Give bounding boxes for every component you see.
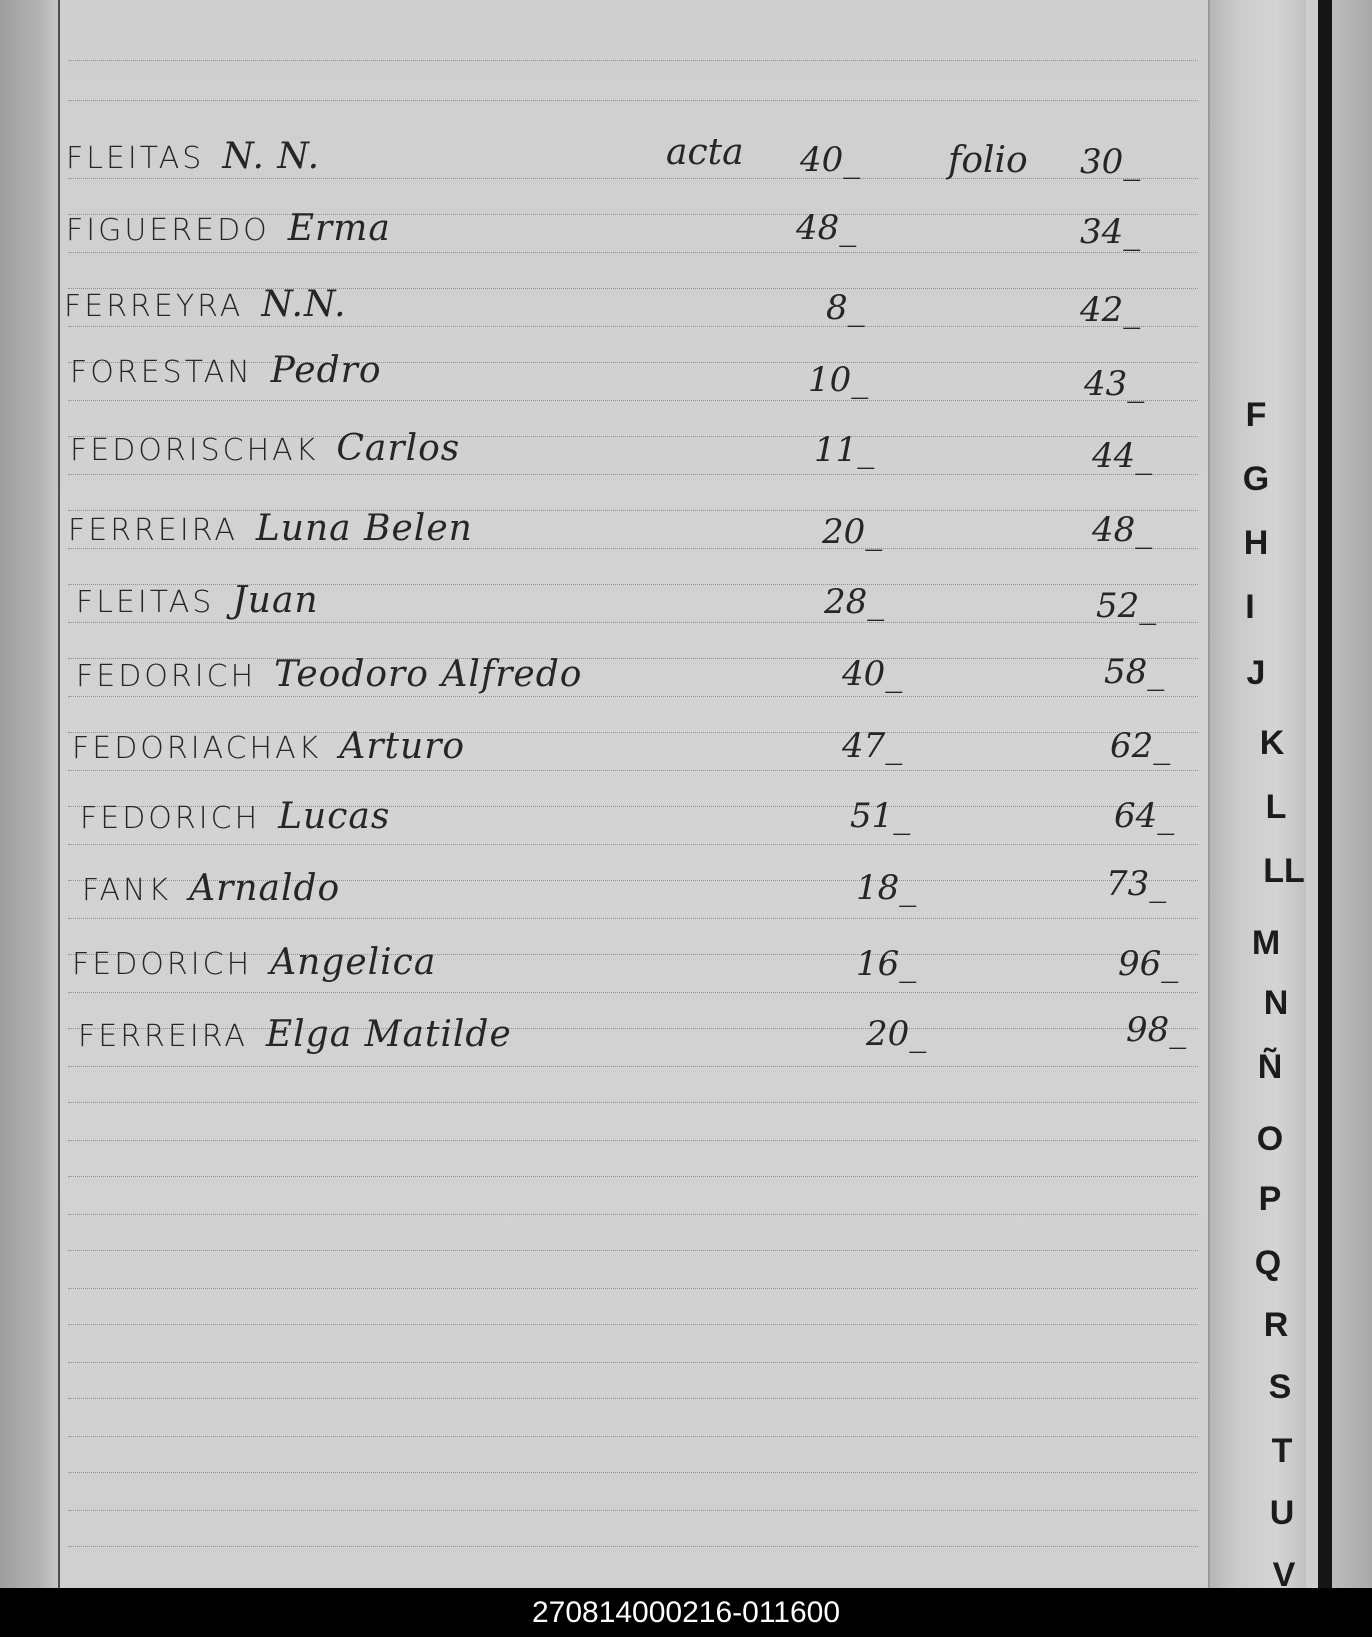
ruled-line — [68, 474, 1198, 475]
ruled-line — [68, 622, 1198, 623]
ruled-line — [68, 696, 1198, 697]
ruled-line — [68, 918, 1198, 919]
entry-folio: 52_ — [1096, 586, 1157, 626]
index-tab-n[interactable]: N — [1263, 984, 1289, 1022]
index-tab-q[interactable]: Q — [1254, 1244, 1282, 1282]
ruled-line — [68, 770, 1198, 771]
entry-given-name: Elga Matilde — [265, 1014, 512, 1055]
image-code-footer: 270814000216-011600 — [0, 1588, 1372, 1637]
index-tab-o[interactable]: O — [1256, 1120, 1284, 1158]
index-tab-f[interactable]: F — [1245, 396, 1267, 434]
ruled-line — [68, 1398, 1198, 1399]
entry-folio: 96_ — [1118, 944, 1179, 984]
entry-name — [66, 136, 320, 177]
entry-name — [70, 350, 382, 391]
entry-given-name: Juan — [232, 580, 319, 621]
entry-given-name: Erma — [287, 208, 391, 249]
entry-given-name: Lucas — [278, 796, 391, 837]
ruled-line — [68, 1436, 1198, 1437]
book-spine — [1318, 0, 1332, 1588]
book-left-edge — [0, 0, 58, 1588]
entry-folio: 64_ — [1114, 796, 1175, 836]
entry-folio: 62_ — [1110, 726, 1171, 766]
entry-acta: 47_ — [842, 726, 903, 766]
entry-acta: 16_ — [856, 944, 917, 984]
index-tab-v[interactable]: V — [1272, 1556, 1296, 1588]
ruled-line — [68, 992, 1198, 993]
entry-name — [82, 868, 340, 909]
entry-acta: 8_ — [826, 288, 865, 328]
entry-surname: FANK — [82, 873, 172, 908]
entry-surname: FERREIRA — [68, 513, 238, 548]
index-tab-i[interactable]: I — [1245, 588, 1255, 626]
entry-given-name: Angelica — [270, 942, 437, 983]
entry-surname: FERREYRA — [64, 289, 244, 324]
entry-name — [68, 508, 473, 549]
entry-acta: 20_ — [866, 1014, 927, 1054]
index-tab-n-tilde[interactable]: Ñ — [1257, 1048, 1283, 1086]
index-tab-u[interactable]: U — [1269, 1494, 1295, 1532]
ruled-line — [68, 1176, 1198, 1177]
entry-folio: 42_ — [1080, 290, 1141, 330]
ruled-line — [68, 1546, 1198, 1547]
index-tab-k[interactable]: K — [1259, 724, 1285, 762]
index-tab-l[interactable]: L — [1265, 788, 1287, 826]
entry-given-name: Arnaldo — [189, 868, 341, 909]
entry-name — [78, 1014, 512, 1055]
ruled-line — [68, 252, 1198, 253]
entry-acta: 48_ — [796, 208, 857, 248]
entry-acta: 40_ — [842, 654, 903, 694]
entry-acta: 11_ — [814, 430, 875, 470]
ruled-line — [68, 1102, 1198, 1103]
entry-surname: FERREIRA — [78, 1019, 248, 1054]
entry-name — [72, 942, 436, 983]
entry-given-name: Carlos — [336, 428, 461, 469]
index-tab-h[interactable]: H — [1243, 524, 1269, 562]
ruled-line — [68, 326, 1198, 327]
index-tab-t[interactable]: T — [1271, 1432, 1293, 1470]
entry-surname: FEDORICH — [76, 659, 257, 694]
page-binding — [1306, 0, 1318, 1588]
entry-surname: FIGUEREDO — [66, 213, 270, 248]
entry-folio: 30_ — [1080, 142, 1141, 182]
ruled-line — [68, 1472, 1198, 1473]
entry-acta: 10_ — [808, 360, 869, 400]
entry-acta: 40_ — [800, 140, 861, 180]
entry-surname: FEDORICH — [72, 947, 253, 982]
entry-name — [76, 654, 582, 695]
entry-given-name: Arturo — [339, 726, 466, 767]
entry-acta: 20_ — [822, 512, 883, 552]
index-tab-m[interactable]: M — [1251, 924, 1281, 962]
entry-acta: 18_ — [856, 868, 917, 908]
entry-surname: FEDORISCHAK — [70, 433, 319, 468]
ruled-line — [68, 400, 1198, 401]
entry-folio: 73_ — [1106, 864, 1167, 904]
entry-folio: 44_ — [1092, 436, 1153, 476]
ruled-line — [68, 1288, 1198, 1289]
ruled-line — [68, 1214, 1198, 1215]
entry-name — [72, 726, 465, 767]
entry-folio: 43_ — [1084, 364, 1145, 404]
ruled-line — [68, 1510, 1198, 1511]
ruled-line — [68, 844, 1198, 845]
ruled-line — [68, 60, 1198, 61]
entry-acta: 28_ — [824, 582, 885, 622]
entry-given-name: N. N. — [222, 136, 321, 177]
index-tab-r[interactable]: R — [1263, 1306, 1289, 1344]
index-tab-g[interactable]: G — [1242, 460, 1270, 498]
book-outer-edge — [1332, 0, 1372, 1588]
entry-folio: 98_ — [1126, 1010, 1187, 1050]
ruled-line — [68, 1140, 1198, 1141]
ruled-line — [68, 1250, 1198, 1251]
entry-name — [70, 428, 460, 469]
entry-given-name: Pedro — [270, 350, 382, 391]
entry-acta: 51_ — [850, 796, 911, 836]
entry-name — [64, 284, 347, 325]
entry-surname: FORESTAN — [70, 355, 253, 390]
entry-name — [66, 208, 391, 249]
index-tab-s[interactable]: S — [1268, 1368, 1292, 1406]
entry-folio: 34_ — [1080, 212, 1141, 252]
index-tab-ll[interactable]: LL — [1263, 852, 1305, 890]
entry-name — [80, 796, 390, 837]
entry-surname: FLEITAS — [76, 585, 215, 620]
header-acta: acta — [666, 132, 744, 173]
entry-given-name: Teodoro Alfredo — [274, 654, 583, 695]
ruled-line — [68, 178, 1198, 179]
ruled-line — [68, 1362, 1198, 1363]
entry-surname: FLEITAS — [66, 141, 205, 176]
ruled-line — [68, 1324, 1198, 1325]
entry-name — [76, 580, 319, 621]
header-folio: folio — [948, 140, 1028, 181]
ruled-line — [68, 1066, 1198, 1067]
entry-folio: 58_ — [1104, 652, 1165, 692]
ruled-line — [68, 100, 1198, 101]
index-tab-j[interactable]: J — [1246, 654, 1266, 692]
entry-surname: FEDORIACHAK — [72, 731, 322, 766]
entry-given-name: N.N. — [261, 284, 347, 325]
index-tab-p[interactable]: P — [1258, 1180, 1282, 1218]
entry-given-name: Luna Belen — [255, 508, 473, 549]
entry-surname: FEDORICH — [80, 801, 261, 836]
entry-folio: 48_ — [1092, 510, 1153, 550]
